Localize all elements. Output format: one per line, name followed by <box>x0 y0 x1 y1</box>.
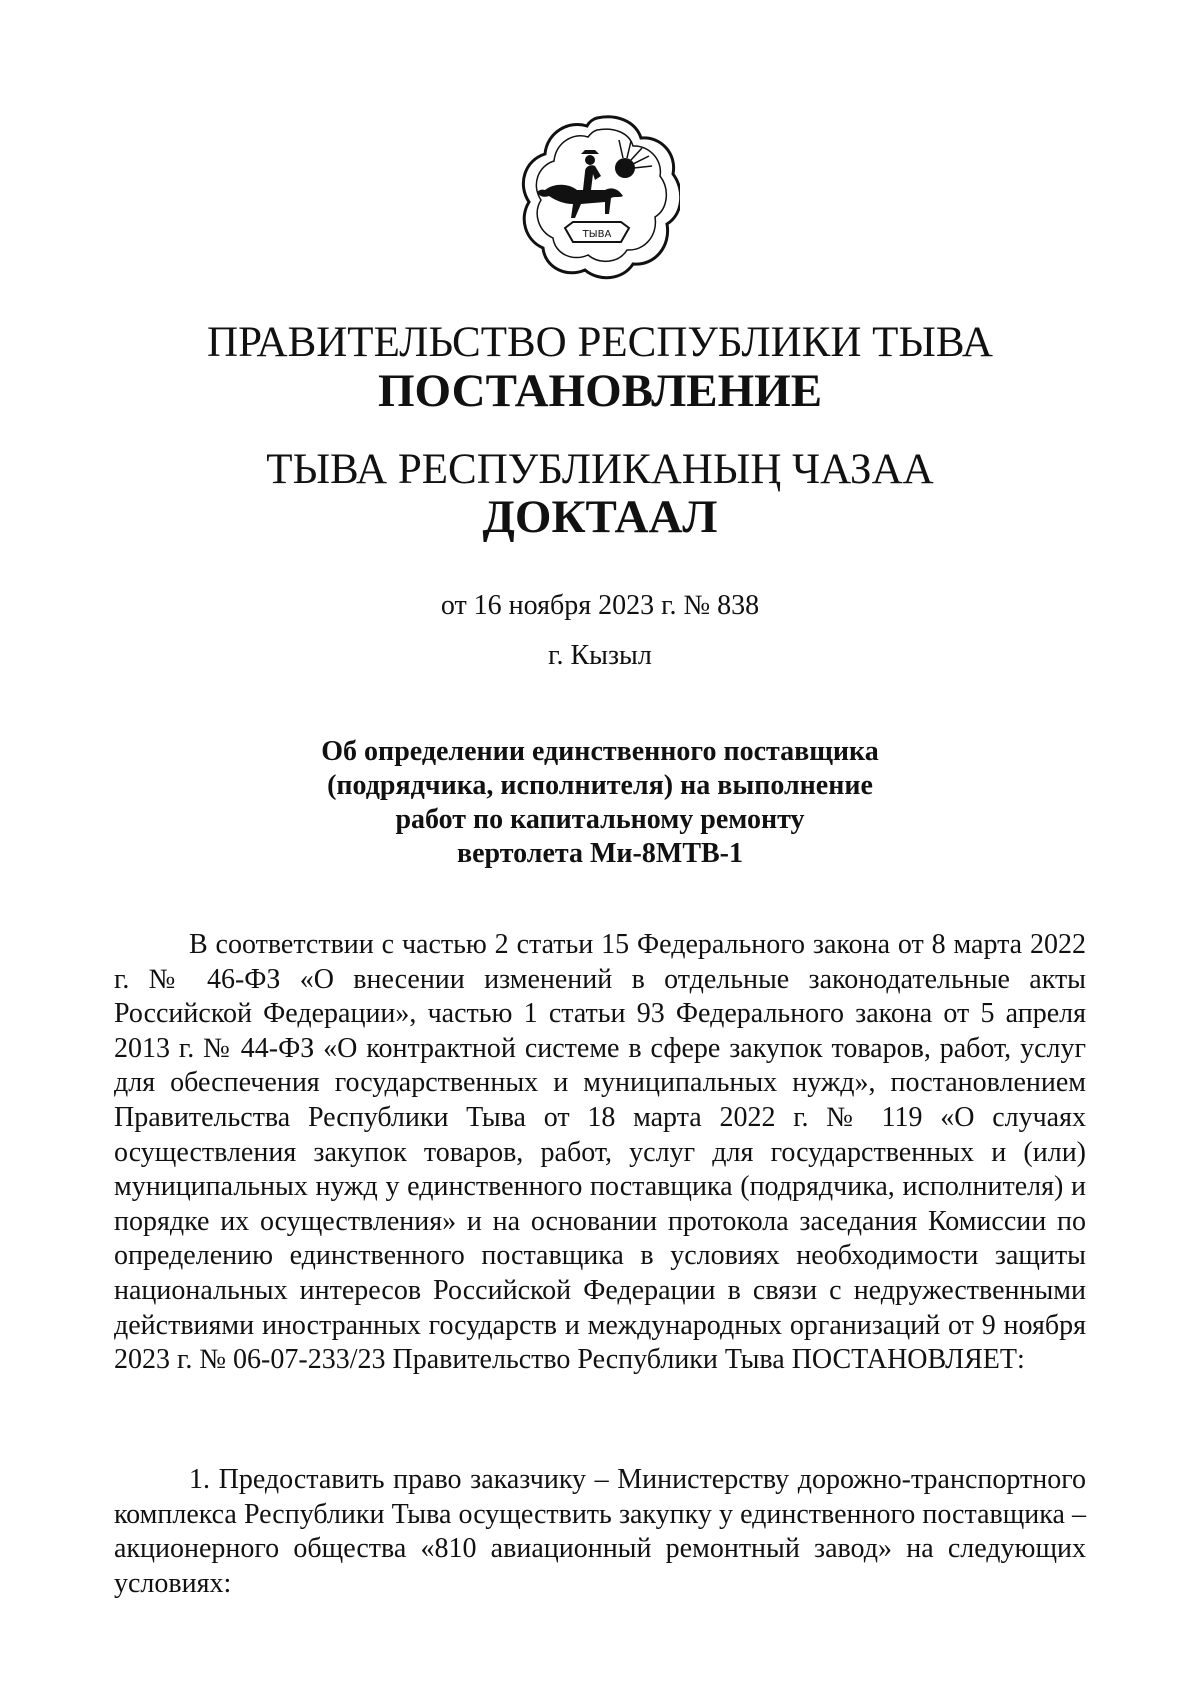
body-paragraph-preamble: В соответствии с частью 2 статьи 15 Федерального закона от 8 марта 2022 г. № 46-ФЗ «О внесении изменений в отдельные законодательные акты Российской Федерации», частью 1 статьи 93 Федерального закона от 5 апреля 2013 г. № 44-ФЗ «О контрактной системе в сфере закупок товаров, работ, услуг для обеспечения государственных и муниципальных нужд», постановлением Правительства Республики Тыва от 18 марта 2022 г. № 119 «О случаях осуществления закупок товаров, работ, услуг для государственных и (или) муниципальных нужд у единственного поставщика (подрядчика, исполнителя) и порядке их осуществления» и на основании протокола заседания Комиссии по определению единственного поставщика в условиях необходимости защиты национальных интересов Российской Федерации в связи с недружественными действиями иностранных государств и международных организаций от 9 ноября 2023 г. № 06-07-233/23 Правительство Республики Тыва ПОСТАНОВЛЯЕТ: <box>114 929 1086 1376</box>
subject-line: работ по капитальному ремонту <box>395 804 805 835</box>
subject-line: вертолета Ми-8МТВ-1 <box>457 838 743 869</box>
decree-title-tyvan: ДОКТААЛ <box>482 491 718 543</box>
government-title: ПРАВИТЕЛЬСТВО РЕСПУБЛИКИ ТЫВА <box>207 319 993 366</box>
tyva-coat-of-arms-icon <box>515 110 680 280</box>
emblem-banner-text: ТЫВА <box>582 229 612 240</box>
subject-line: Об определении единственного поставщика <box>321 736 879 767</box>
body-paragraph-item-1: 1. Предоставить право заказчику – Министерству дорожно-транспортного комплекса Республики Тыва осуществить закупку у единственного поставщика – акционерного общества «810 авиационный ремонтный завод» на следующих условиях: <box>114 1464 1086 1599</box>
decree-city: г. Кызыл <box>548 640 652 671</box>
government-title-tyvan: ТЫВА РЕСПУБЛИКАНЫҢ ЧАЗАА <box>266 446 934 493</box>
decree-title: ПОСТАНОВЛЕНИЕ <box>377 365 823 417</box>
decree-subject <box>250 735 950 871</box>
decree-date-number: от 16 ноября 2023 г. № 838 <box>440 590 760 621</box>
subject-line: (подрядчика, исполнителя) на выполнение <box>327 770 873 801</box>
